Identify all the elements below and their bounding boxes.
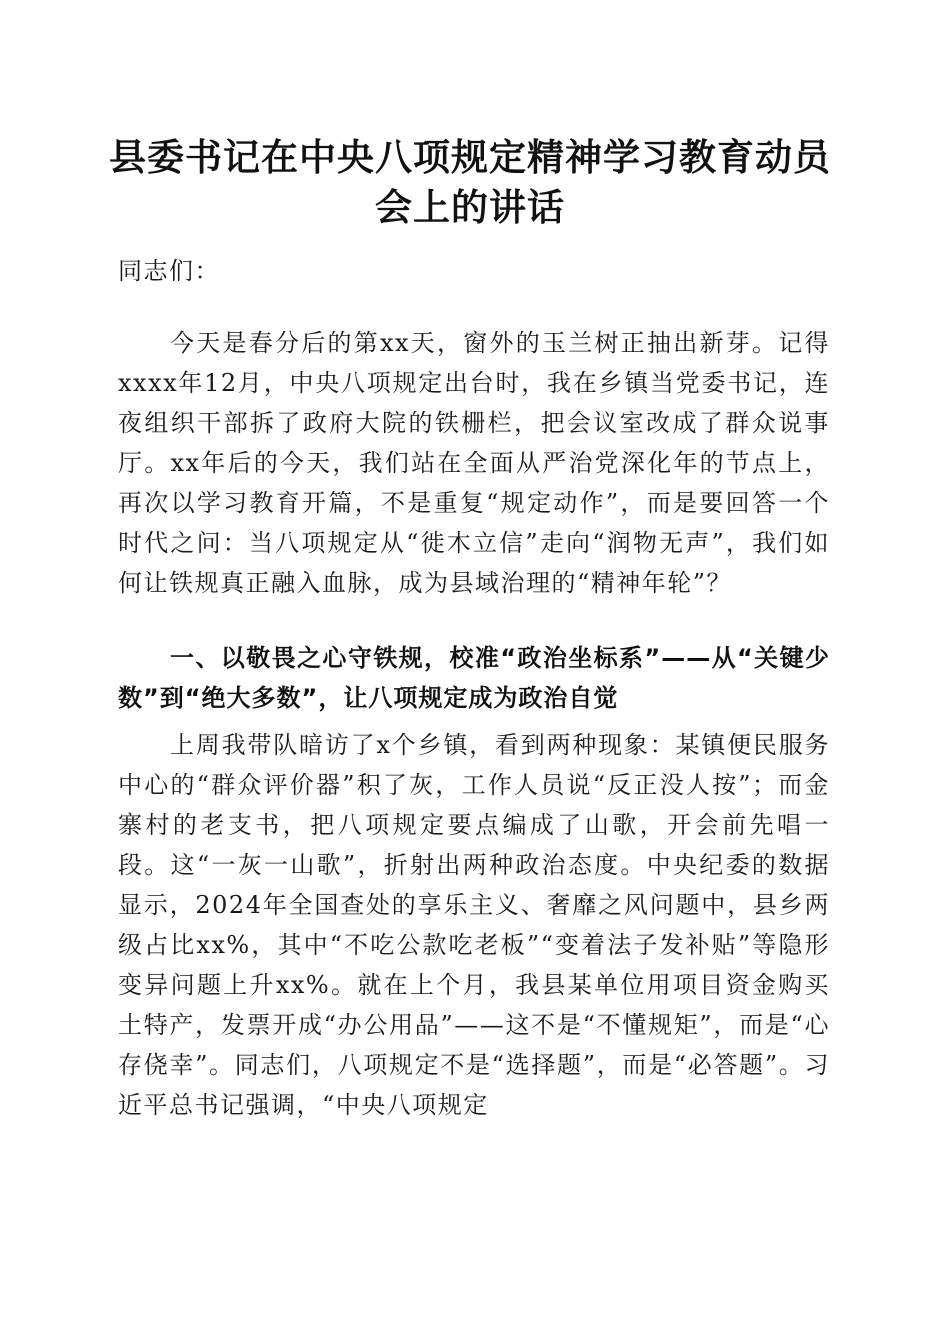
document-title: 县委书记在中央八项规定精神学习教育动员会上的讲话 (109, 135, 831, 229)
section-heading-1: 一、以敬畏之心守铁规，校准“政治坐标系”——从“关键少数”到“绝大多数”，让八项规定成为政治自觉 (118, 644, 830, 712)
paragraph-2: 上周我带队暗访了x个乡镇，看到两种现象：某镇便民服务中心的“群众评价器”积了灰，工作人员说“反正没人按”；而金寨村的老支书，把八项规定要点编成了山歌，开会前先唱一段。这“一灰一山歌”，折射出两种政治态度。中央纪委的数据显示，2024年全国查处的享乐主义、奢靡之风问题中，县乡两级占比xx%，其中“不吃公款吃老板”“变着法子发补贴”等隐形变异问题上升xx%。就在上个月，我县某单位用项目资金购买土特产，发票开成“办公用品”——这不是“不懂规矩”，而是“心存侥幸”。同志们，八项规定不是“选择题”，而是“必答题”。习近平总书记强调，“中央八项规定 (118, 731, 830, 1119)
paragraph-1: 今天是春分后的第xx天，窗外的玉兰树正抽出新芽。记得xxxx年12月，中央八项规定出台时，我在乡镇当党委书记，连夜组织干部拆了政府大院的铁栅栏，把会议室改成了群众说事厅。xx年后的今天，我们站在全面从严治党深化年的节点上，再次以学习教育开篇，不是重复“规定动作”，而是要回答一个时代之问：当八项规定从“徙木立信”走向“润物无声”，我们如何让铁规真正融入血脉，成为县域治理的“精神年轮”？ (118, 329, 830, 597)
salutation: 同志们： (118, 257, 220, 285)
